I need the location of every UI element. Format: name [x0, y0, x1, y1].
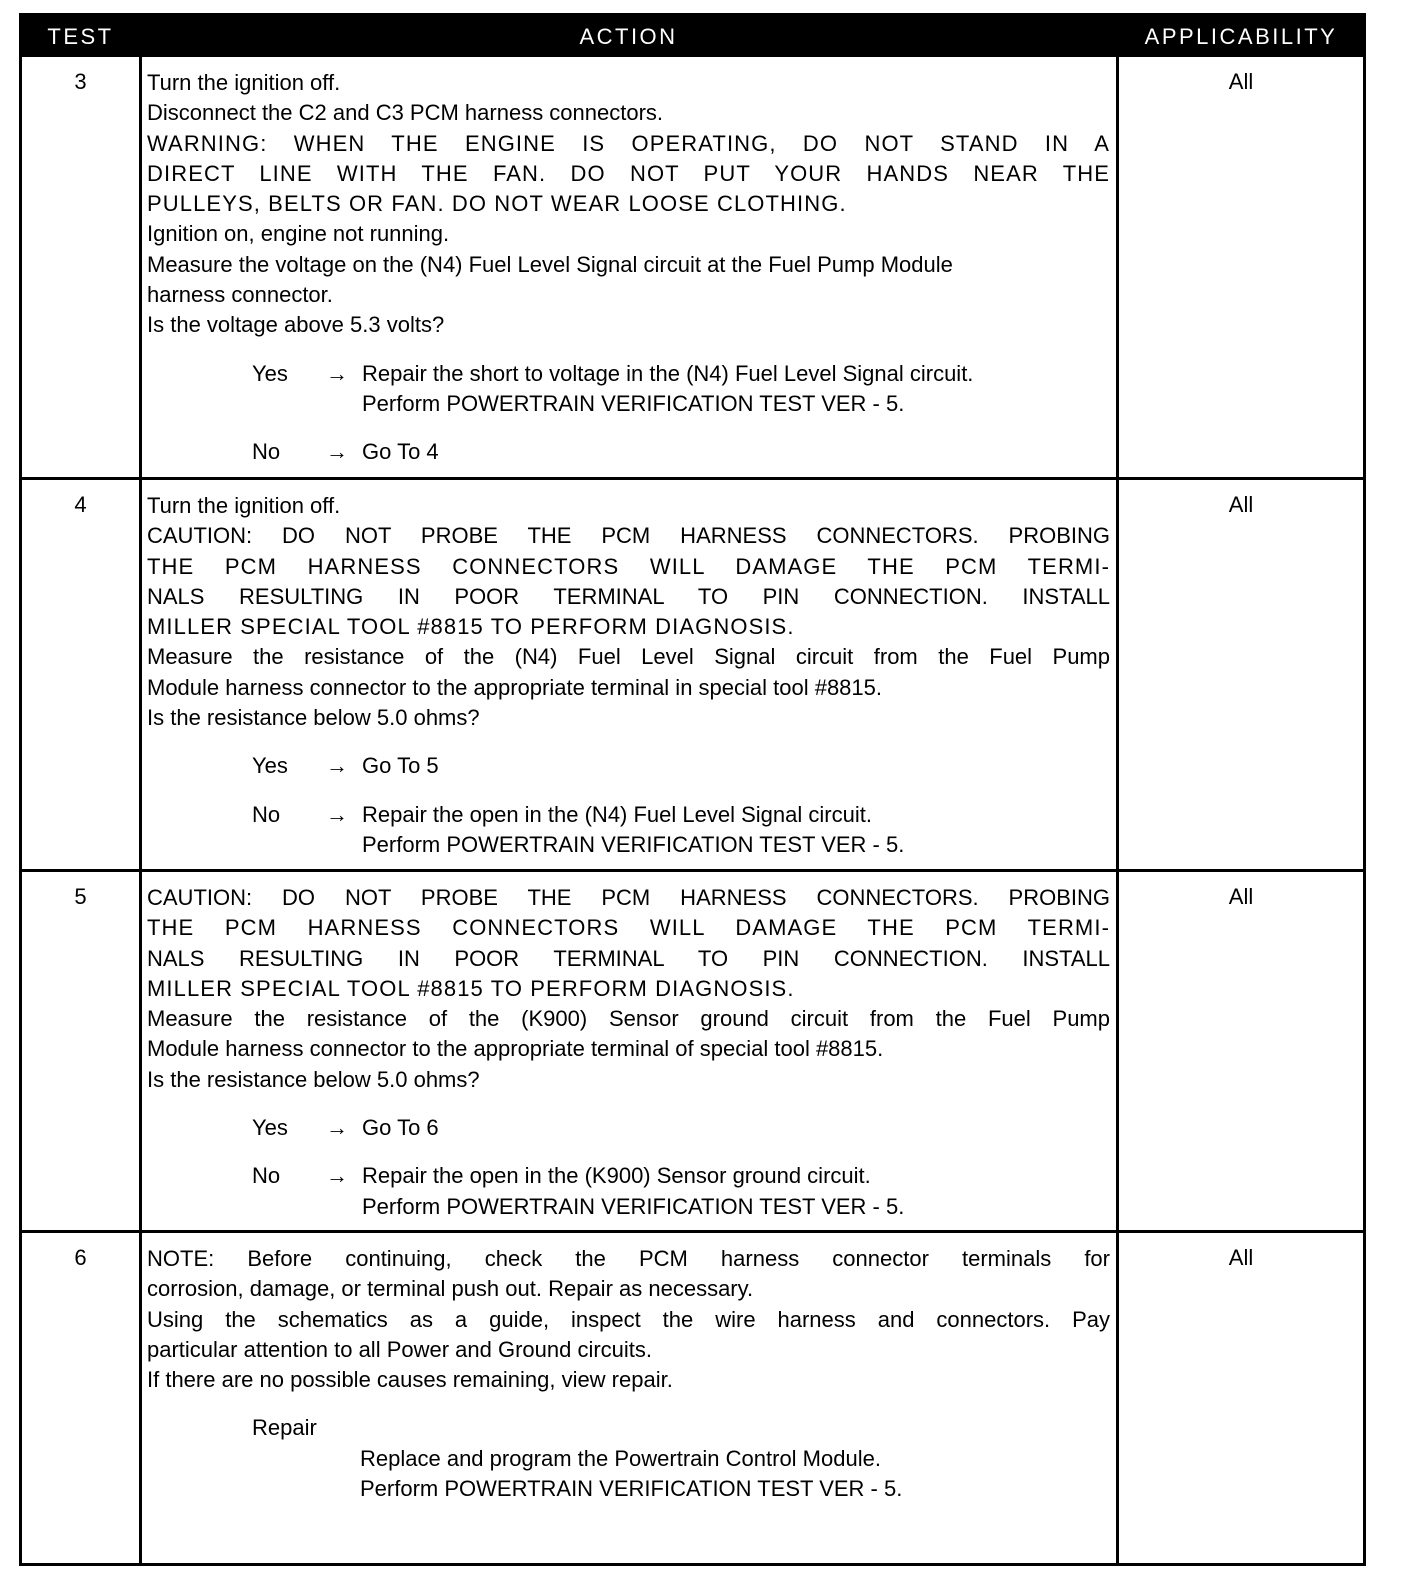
no-text: Perform POWERTRAIN VERIFICATION TEST VER - 5. [362, 831, 905, 857]
note-line: corrosion, damage, or terminal push out. Repair as necessary. [147, 1276, 754, 1302]
action-line: Module harness connector to the appropriate terminal in special tool #8815. [147, 674, 883, 700]
header-applicability: APPLICABILITY [1144, 24, 1338, 49]
yes-result [252, 1113, 1110, 1143]
yes-label: Yes [252, 1115, 288, 1141]
caution-line: THE PCM HARNESS CONNECTORS WILL DAMAGE THE PCM TERMI- [147, 553, 1110, 579]
no-text: Repair the open in the (N4) Fuel Level Signal circuit. [362, 801, 872, 827]
action-line: Measure the voltage on the (N4) Fuel Level Signal circuit at the Fuel Pump Module [147, 251, 953, 277]
action-line: Disconnect the C2 and C3 PCM harness connectors. [147, 100, 664, 126]
note-line: NOTE: Before continuing, check the PCM harness connector terminals for [147, 1246, 1110, 1271]
header-test: TEST [47, 24, 114, 49]
test-number: 3 [74, 69, 87, 94]
no-text: Perform POWERTRAIN VERIFICATION TEST VER - 5. [362, 1193, 905, 1219]
no-label: No [252, 1163, 281, 1189]
header-action: ACTION [579, 24, 678, 49]
warning-line: WARNING: WHEN THE ENGINE IS OPERATING, DO NOT STAND IN A [147, 130, 1110, 156]
yes-text: Repair the short to voltage in the (N4) Fuel Level Signal circuit. [362, 360, 974, 386]
applicability-value: All [1228, 492, 1254, 517]
test-number: 6 [74, 1245, 87, 1270]
no-result [252, 1161, 1110, 1222]
action-cell [147, 883, 1110, 1222]
arrow-icon: → [326, 801, 348, 827]
applicability-value: All [1228, 1245, 1254, 1270]
action-line: Turn the ignition off. [147, 70, 341, 95]
action-line: harness connector. [147, 282, 333, 308]
test-number: 4 [74, 492, 87, 517]
action-cell [147, 1244, 1110, 1504]
question-line: Is the resistance below 5.0 ohms? [147, 1066, 480, 1092]
no-text: Go To 4 [362, 439, 439, 465]
warning-line: PULLEYS, BELTS OR FAN. DO NOT WEAR LOOSE CLOTHING. [147, 191, 847, 217]
action-line: Measure the resistance of the (N4) Fuel Level Signal circuit from the Fuel Pump [147, 644, 1110, 670]
action-line: If there are no possible causes remaining, view repair. [147, 1367, 673, 1393]
arrow-icon: → [326, 753, 348, 779]
no-result [252, 437, 1110, 467]
repair-label: Repair [252, 1415, 317, 1441]
arrow-icon: → [326, 360, 348, 386]
caution-line: NALS RESULTING IN POOR TERMINAL TO PIN CONNECTION. INSTALL [147, 583, 1110, 609]
no-label: No [252, 801, 281, 827]
no-result [252, 800, 1110, 861]
applicability-value: All [1228, 69, 1254, 94]
action-line: Module harness connector to the appropriate terminal of special tool #8815. [147, 1036, 884, 1062]
no-label: No [252, 439, 281, 465]
question-line: Is the resistance below 5.0 ohms? [147, 705, 480, 731]
repair-text: Perform POWERTRAIN VERIFICATION TEST VER - 5. [360, 1476, 903, 1502]
action-line: Ignition on, engine not running. [147, 221, 450, 247]
test-number: 5 [74, 884, 87, 909]
caution-line: NALS RESULTING IN POOR TERMINAL TO PIN CONNECTION. INSTALL [147, 945, 1110, 971]
yes-label: Yes [252, 360, 288, 386]
arrow-icon: → [326, 1163, 348, 1189]
question-line: Is the voltage above 5.3 volts? [147, 312, 445, 338]
caution-line: CAUTION: DO NOT PROBE THE PCM HARNESS CONNECTORS. PROBING [147, 885, 1110, 910]
caution-line: CAUTION: DO NOT PROBE THE PCM HARNESS CONNECTORS. PROBING [147, 523, 1110, 549]
repair-text: Replace and program the Powertrain Control Module. [360, 1445, 881, 1471]
action-cell [147, 491, 1110, 860]
action-line: Turn the ignition off. [147, 493, 341, 518]
arrow-icon: → [326, 439, 348, 465]
action-line: Measure the resistance of the (K900) Sensor ground circuit from the Fuel Pump [147, 1006, 1110, 1032]
yes-text: Go To 6 [362, 1115, 439, 1141]
yes-label: Yes [252, 753, 288, 779]
table-row [22, 872, 1363, 1230]
caution-line: MILLER SPECIAL TOOL #8815 TO PERFORM DIAGNOSIS. [147, 614, 795, 640]
table-row [22, 57, 1363, 477]
table-header [22, 16, 1363, 57]
action-line: particular attention to all Power and Ground circuits. [147, 1336, 653, 1362]
arrow-icon: → [326, 1115, 348, 1141]
action-line: Using the schematics as a guide, inspect the wire harness and connectors. Pay [147, 1306, 1110, 1332]
diagnostic-table [19, 13, 1366, 1566]
caution-line: THE PCM HARNESS CONNECTORS WILL DAMAGE THE PCM TERMI- [147, 915, 1110, 941]
table-row [22, 480, 1363, 869]
yes-text: Go To 5 [362, 753, 439, 779]
warning-line: DIRECT LINE WITH THE FAN. DO NOT PUT YOUR HANDS NEAR THE [147, 160, 1110, 186]
yes-result [252, 359, 1110, 420]
applicability-value: All [1228, 884, 1254, 909]
yes-text: Perform POWERTRAIN VERIFICATION TEST VER - 5. [362, 390, 905, 416]
yes-result [252, 751, 1110, 781]
action-cell [147, 68, 1110, 468]
no-text: Repair the open in the (K900) Sensor ground circuit. [362, 1163, 871, 1189]
caution-line: MILLER SPECIAL TOOL #8815 TO PERFORM DIAGNOSIS. [147, 975, 795, 1001]
table-row [22, 1233, 1363, 1563]
